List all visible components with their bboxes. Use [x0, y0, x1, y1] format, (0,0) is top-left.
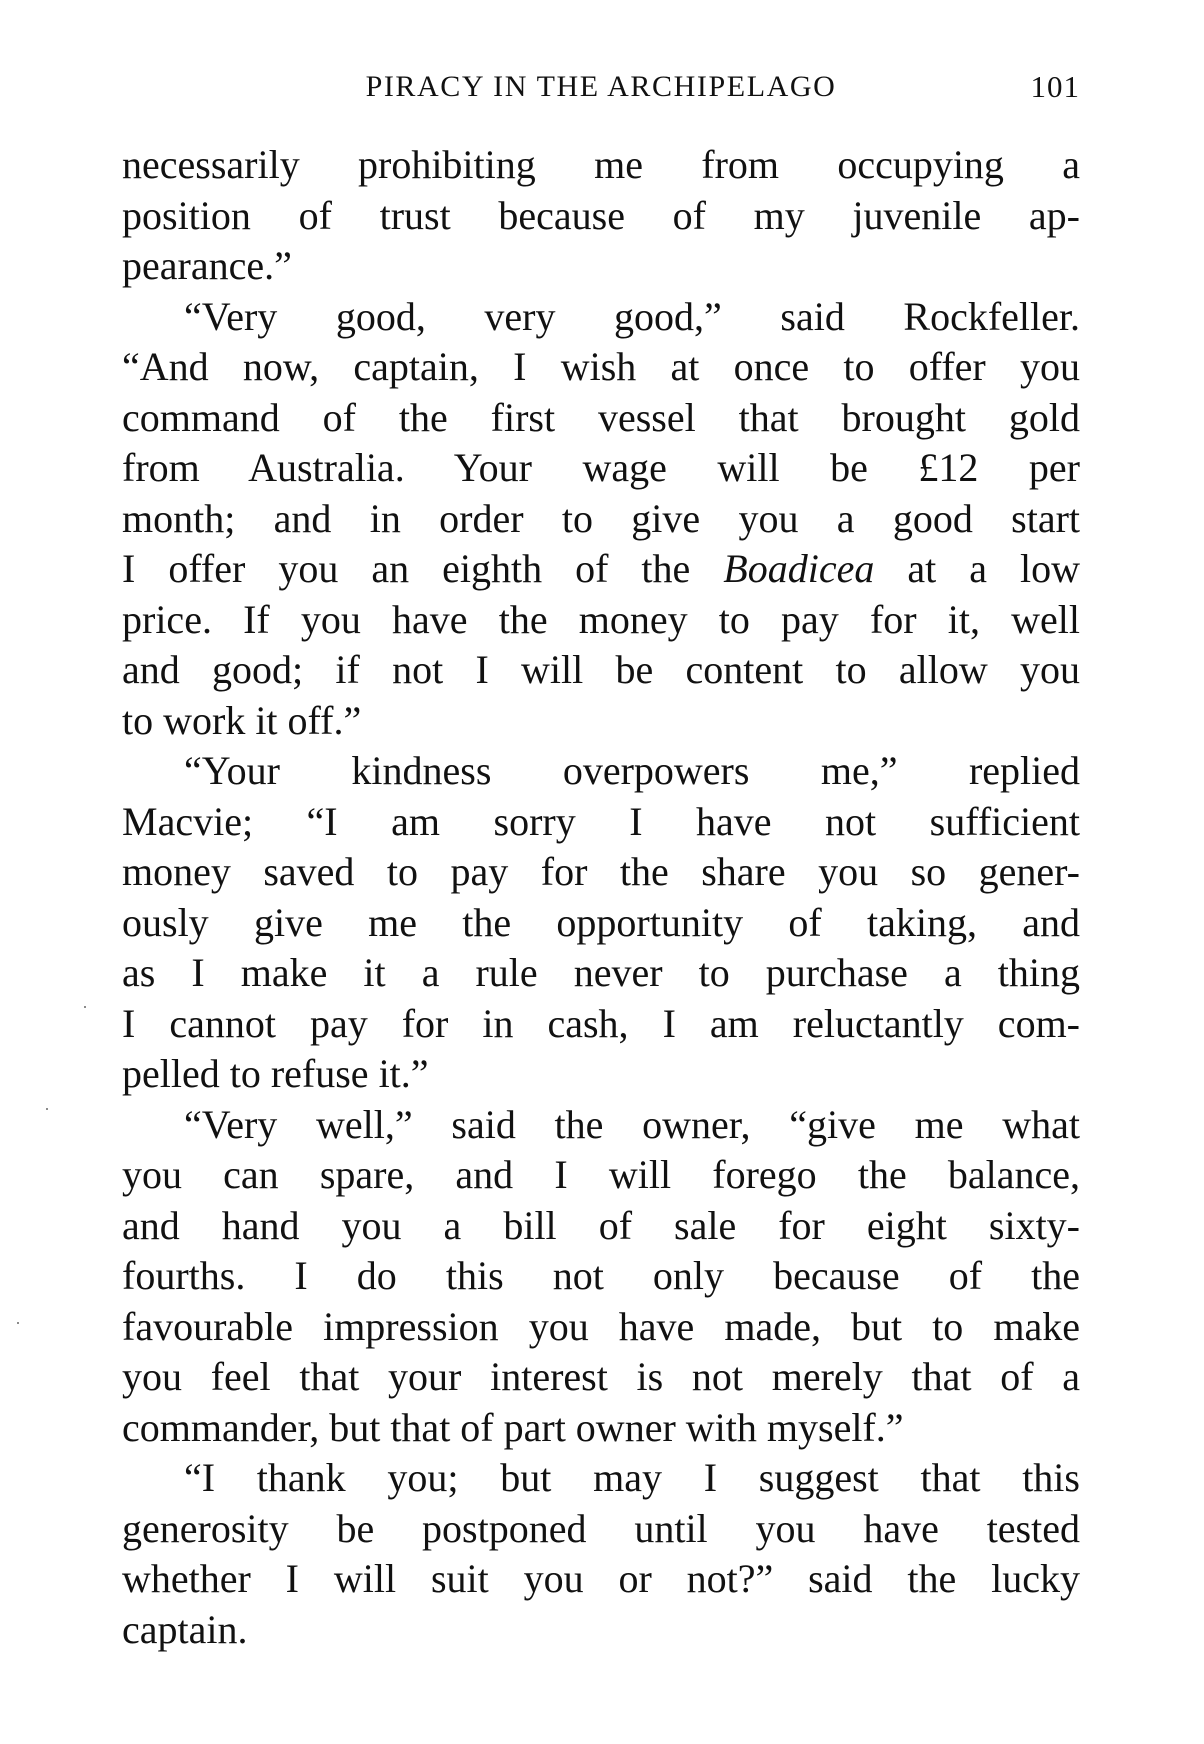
- text-line-17: as I make it a rule never to purchase a thing: [122, 950, 1080, 995]
- text-line-19: pelled to refuse it.”: [122, 1051, 429, 1096]
- text-line-9-part-2: at a low: [874, 546, 1081, 591]
- text-line-29: whether I will suit you or not?” said the lucky: [122, 1556, 1080, 1601]
- paper-speck: [17, 1322, 19, 1324]
- text-line-8: month; and in order to give you a good start: [122, 495, 1080, 541]
- running-head: [122, 64, 1080, 110]
- text-line-13: “Your kindness overpowers me,” replied: [184, 748, 1080, 793]
- running-title: PIRACY IN THE ARCHIPELAGO: [365, 70, 837, 103]
- paper-speck: [46, 1108, 48, 1110]
- text-line-26: commander, but that of part owner with myself.”: [122, 1404, 904, 1450]
- text-line-15: money saved to pay for the share you so gener-: [122, 849, 1080, 894]
- paper-speck: [84, 1006, 86, 1008]
- text-line-18: I cannot pay for in cash, I am reluctantly com-: [122, 1000, 1080, 1046]
- page-number: 101: [1030, 69, 1080, 104]
- text-line-30: captain.: [122, 1606, 248, 1652]
- text-line-11: and good; if not I will be content to allow you: [122, 647, 1080, 692]
- body-text: [122, 140, 1080, 1655]
- text-line-20: “Very well,” said the owner, “give me what: [184, 1101, 1080, 1147]
- text-line-7: from Australia. Your wage will be £12 per: [122, 445, 1080, 490]
- text-line-1: necessarily prohibiting me from occupying a: [122, 142, 1080, 187]
- text-line-23: fourths. I do this not only because of the: [122, 1253, 1080, 1298]
- text-line-2: position of trust because of my juvenile ap-: [122, 192, 1080, 238]
- text-line-16: ously give me the opportunity of taking, and: [122, 899, 1080, 945]
- text-line-14: Macvie; “I am sorry I have not sufficient: [122, 798, 1080, 844]
- ship-name-boadicea: Boadicea: [723, 546, 875, 591]
- text-line-9-part-1: I offer you an eighth of the: [122, 546, 724, 591]
- text-line-27: “I thank you; but may I suggest that this: [184, 1455, 1080, 1500]
- text-line-22: and hand you a bill of sale for eight sixty-: [122, 1202, 1080, 1248]
- text-line-4: “Very good, very good,” said Rockfeller.: [184, 293, 1080, 339]
- text-line-28: generosity be postponed until you have tested: [122, 1505, 1080, 1551]
- text-line-12: to work it off.”: [122, 697, 362, 743]
- text-line-10: price. If you have the money to pay for it, well: [122, 596, 1080, 642]
- text-line-9: [122, 544, 1080, 595]
- text-line-21: you can spare, and I will forego the balance,: [122, 1152, 1080, 1197]
- text-line-3: pearance.”: [122, 243, 292, 288]
- text-line-5: “And now, captain, I wish at once to offer you: [122, 344, 1080, 389]
- text-line-24: favourable impression you have made, but to make: [122, 1303, 1080, 1349]
- text-line-25: you feel that your interest is not merely that of a: [122, 1354, 1080, 1399]
- text-line-6: command of the first vessel that brought gold: [122, 394, 1080, 440]
